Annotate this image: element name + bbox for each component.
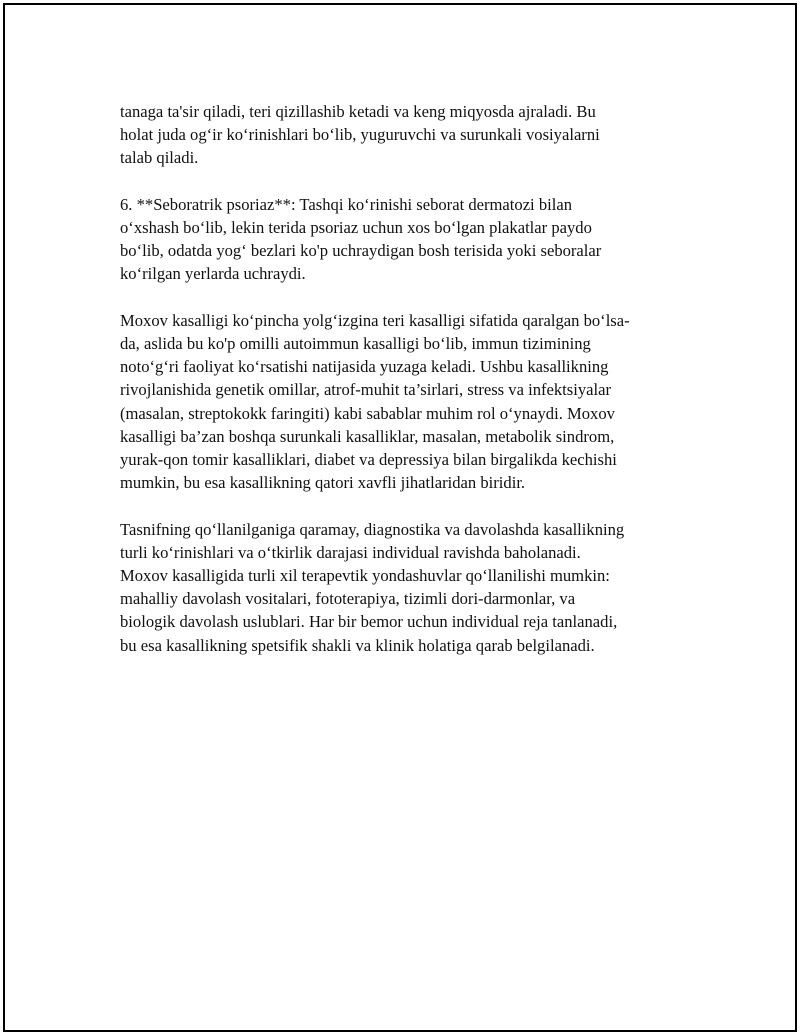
text-line: Tasnifning qo‘llanilganiga qaramay, diagnostika va davolashda kasallikning	[120, 519, 625, 539]
text-line: Moxov kasalligida turli xil terapevtik yondashuvlar qo‘llanilishi mumkin:	[120, 566, 610, 586]
text-line: (masalan, streptokokk faringiti) kabi sabablar muhim rol o‘ynaydi. Moxov	[120, 403, 615, 423]
text-line: bo‘lib, odatda yog‘ bezlari ko'p uchraydigan bosh terisida yoki seboralar	[120, 241, 602, 261]
text-line: holat juda og‘ir ko‘rinishlari bo‘lib, yuguruvchi va surunkali vosiyalarni	[120, 125, 600, 145]
text-line: noto‘g‘ri faoliyat ko‘rsatishi natijasida yuzaga keladi. Ushbu kasallikning	[120, 357, 609, 377]
text-line: 6. **Seboratrik psoriaz**: Tashqi ko‘rinishi seborat dermatozi bilan	[120, 194, 572, 214]
text-line: tanaga ta'sir qiladi, teri qizillashib ketadi va keng miqyosda ajraladi. Bu	[120, 102, 596, 121]
text-line: bu esa kasallikning spetsifik shakli va klinik holatiga qarab belgilanadi.	[120, 635, 595, 655]
text-line: mumkin, bu esa kasallikning qatori xavfli jihatlaridan biridir.	[120, 473, 526, 493]
text-line: talab qiladi.	[120, 148, 199, 168]
text-line: o‘xshash bo‘lib, lekin terida psoriaz uchun xos bo‘lgan plakatlar paydo	[120, 218, 592, 237]
document-body	[120, 100, 695, 680]
text-line: rivojlanishida genetik omillar, atrof-muhit ta’sirlari, stress va infektsiyalar	[120, 380, 612, 400]
text-line: biologik davolash uslublari. Har bir bemor uchun individual reja tanlanadi,	[120, 612, 618, 632]
text-line: mahalliy davolash vositalari, fototerapiya, tizimli dori-darmonlar, va	[120, 589, 576, 609]
paragraph-1	[120, 100, 695, 170]
document-page	[3, 3, 797, 1032]
text-line: yurak-qon tomir kasalliklari, diabet va depressiya bilan birgalikda kechishi	[120, 450, 617, 470]
paragraph-2	[120, 193, 695, 286]
text-line: da, aslida bu ko'p omilli autoimmun kasalligi bo‘lib, immun tizimining	[120, 334, 591, 353]
paragraph-4	[120, 518, 695, 657]
text-line: ko‘rilgan yerlarda uchraydi.	[120, 264, 306, 284]
paragraph-3	[120, 309, 695, 495]
text-line: Moxov kasalligi ko‘pincha yolg‘izgina teri kasalligi sifatida qaralgan bo‘lsa-	[120, 310, 630, 330]
text-line: turli ko‘rinishlari va o‘tkirlik darajasi individual ravishda baholanadi.	[120, 542, 581, 562]
text-line: kasalligi ba’zan boshqa surunkali kasalliklar, masalan, metabolik sindrom,	[120, 426, 615, 446]
